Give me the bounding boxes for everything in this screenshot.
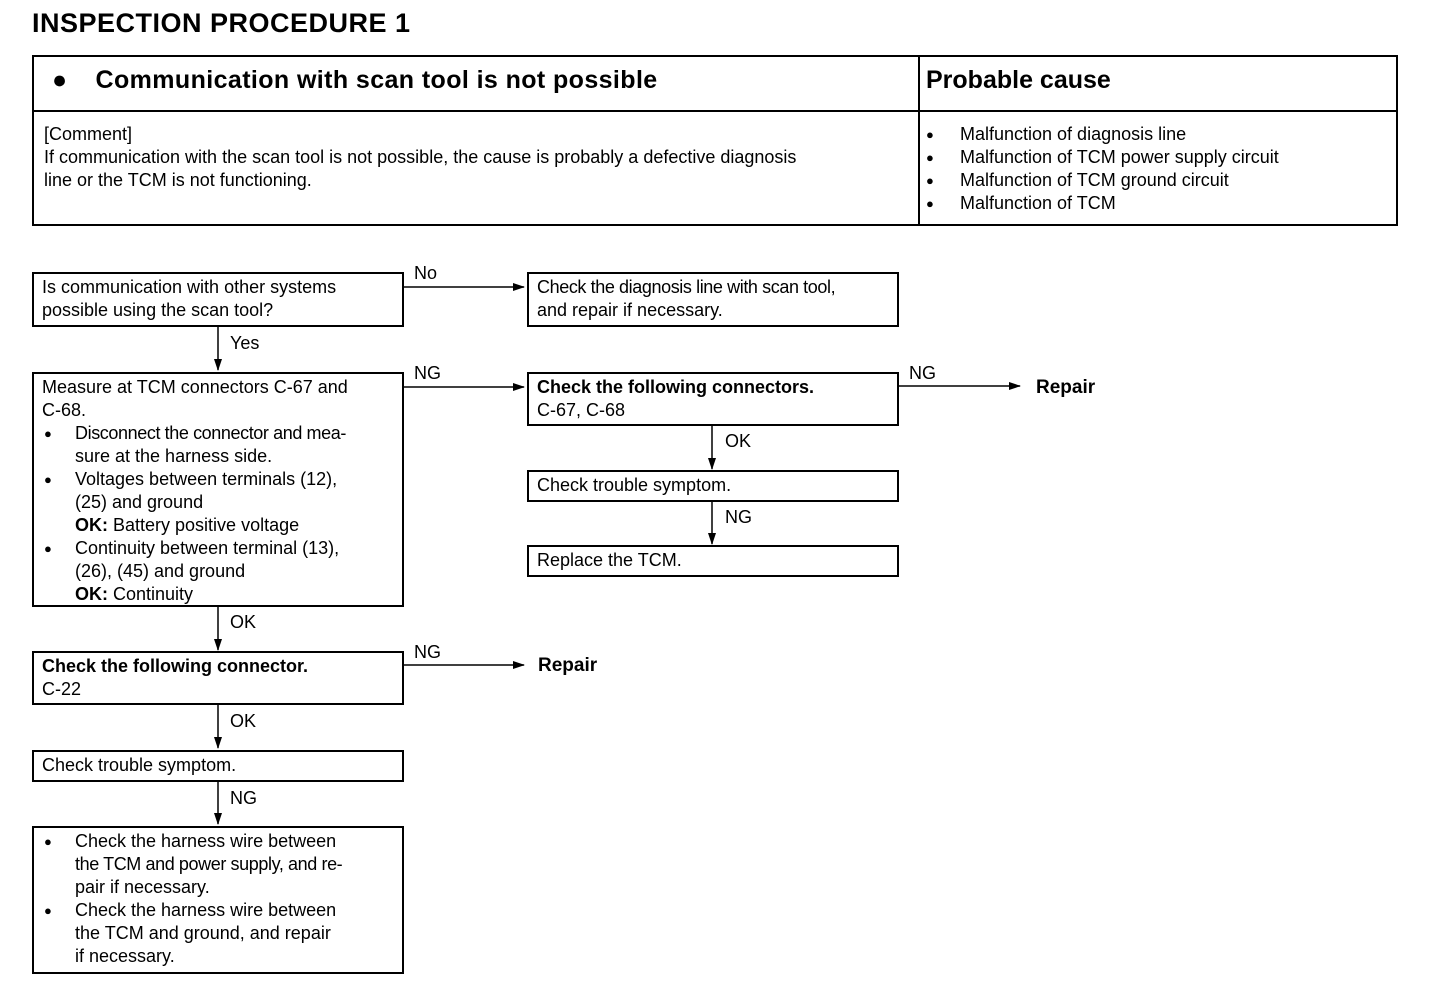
ok-label: OK bbox=[230, 612, 257, 632]
box-text: C-67, C-68 bbox=[537, 400, 626, 420]
step-text: ● Check the harness wire between bbox=[75, 900, 337, 920]
step-text: the TCM and ground, and repair bbox=[75, 923, 331, 943]
step-text: the TCM and power supply, and re- bbox=[75, 854, 343, 874]
ok-criteria bbox=[75, 583, 394, 606]
step-text: ● Voltages between terminals (12), bbox=[75, 469, 338, 489]
repair-label: Repair bbox=[538, 655, 598, 676]
probable-cause-heading: Probable cause bbox=[926, 66, 1111, 94]
ng-label: NG bbox=[725, 507, 752, 527]
step-text: (25) and ground bbox=[75, 492, 204, 512]
step-text: (26), (45) and ground bbox=[75, 561, 246, 581]
ok-prefix: OK: bbox=[75, 584, 108, 604]
harness-steps bbox=[42, 830, 394, 968]
measure-connectors-box bbox=[32, 372, 404, 607]
ok-criteria bbox=[75, 514, 394, 537]
step-text: ● Disconnect the connector and mea- bbox=[75, 423, 346, 443]
step-text: if necessary. bbox=[75, 946, 175, 966]
bullet-icon: ● bbox=[52, 66, 68, 94]
repair-label: Repair bbox=[1036, 377, 1096, 398]
harness-step bbox=[42, 899, 394, 968]
box-title bbox=[42, 655, 394, 678]
check-trouble-symptom-box bbox=[527, 470, 899, 502]
ok-value: Continuity bbox=[113, 584, 194, 604]
measure-step bbox=[42, 468, 394, 537]
cause-item: ● Malfunction of TCM bbox=[926, 192, 1279, 215]
check-trouble-symptom-box-2 bbox=[32, 750, 404, 782]
box-title-text: Check the following connector. bbox=[42, 656, 309, 676]
communication-question-box bbox=[32, 272, 404, 327]
ng-label: NG bbox=[230, 788, 257, 808]
box-text: C-68. bbox=[42, 400, 87, 420]
ng-label: NG bbox=[414, 363, 441, 383]
ng-label: NG bbox=[414, 642, 441, 662]
check-connectors-box bbox=[527, 372, 899, 426]
box-title-text: Check the following connectors. bbox=[537, 377, 815, 397]
box-text: Replace the TCM. bbox=[537, 550, 682, 570]
measure-steps bbox=[42, 422, 394, 606]
box-text: Check trouble symptom. bbox=[537, 475, 732, 495]
box-text: C-22 bbox=[42, 679, 82, 699]
step-text: pair if necessary. bbox=[75, 877, 210, 897]
replace-tcm-box bbox=[527, 545, 899, 577]
diagnosis-line-box bbox=[527, 272, 899, 327]
box-text: Check trouble symptom. bbox=[42, 755, 237, 775]
check-connector-c22-box bbox=[32, 651, 404, 705]
cause-item: ● Malfunction of TCM power supply circuit bbox=[926, 146, 1279, 169]
ng-label: NG bbox=[909, 363, 936, 383]
box-text: and repair if necessary. bbox=[537, 300, 723, 320]
box-text: Measure at TCM connectors C-67 and bbox=[42, 377, 348, 397]
comment-label: [Comment] bbox=[44, 124, 133, 144]
comment-line: If communication with the scan tool is not possible, the cause is probably a defective diagnosis bbox=[44, 147, 797, 167]
step-text: sure at the harness side. bbox=[75, 446, 273, 466]
box-title bbox=[537, 376, 889, 399]
cause-item: ● Malfunction of diagnosis line bbox=[926, 123, 1279, 146]
no-label: No bbox=[414, 263, 438, 283]
cause-item: ● Malfunction of TCM ground circuit bbox=[926, 169, 1279, 192]
box-text: possible using the scan tool? bbox=[42, 300, 274, 320]
yes-label: Yes bbox=[230, 333, 260, 353]
symptom-text: Communication with scan tool is not possible bbox=[95, 66, 658, 94]
ok-prefix: OK: bbox=[75, 515, 108, 535]
step-text: ● Continuity between terminal (13), bbox=[75, 538, 340, 558]
comment-line: line or the TCM is not functioning. bbox=[44, 170, 312, 190]
ok-label: OK bbox=[725, 431, 752, 451]
box-text: Check the diagnosis line with scan tool, bbox=[537, 277, 836, 297]
ok-label: OK bbox=[230, 711, 257, 731]
harness-step bbox=[42, 830, 394, 899]
check-harness-box bbox=[32, 826, 404, 974]
measure-step bbox=[42, 422, 394, 468]
page-title: INSPECTION PROCEDURE 1 bbox=[32, 8, 411, 38]
measure-step bbox=[42, 537, 394, 606]
box-text: Is communication with other systems bbox=[42, 277, 337, 297]
ok-value: Battery positive voltage bbox=[113, 515, 300, 535]
step-text: ● Check the harness wire between bbox=[75, 831, 337, 851]
